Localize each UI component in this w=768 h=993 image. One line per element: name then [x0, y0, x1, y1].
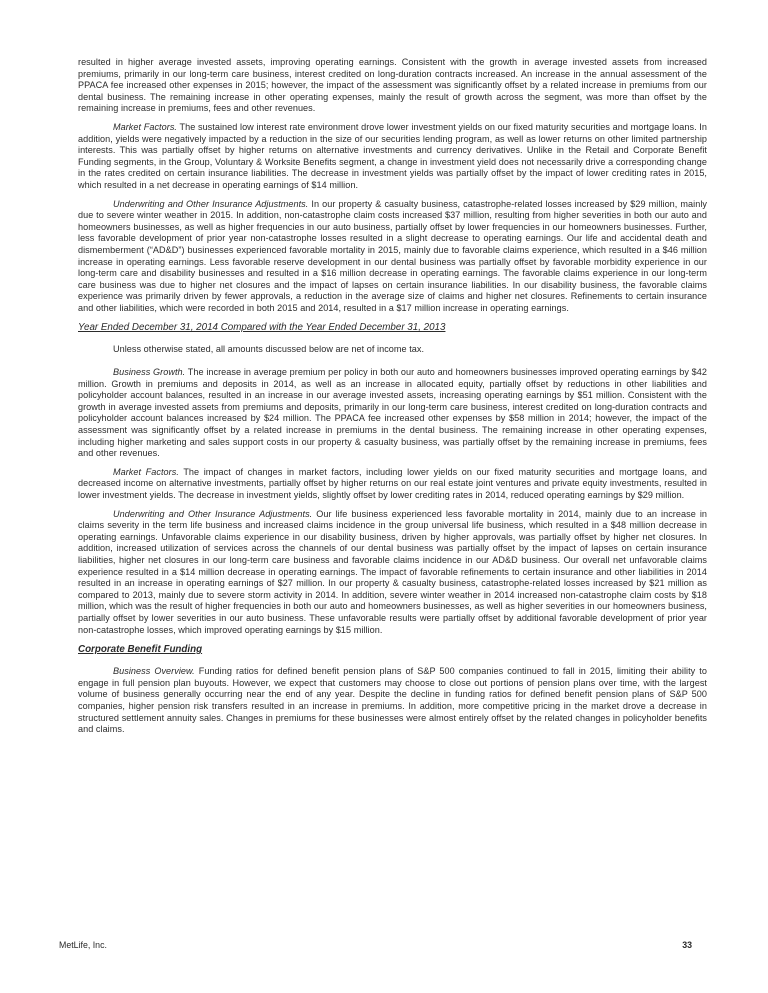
paragraph-lead-business-overview: Business Overview. [113, 666, 195, 677]
paragraph-business-growth-2014 [78, 367, 707, 460]
paragraph-lead-market-factors: Market Factors. [113, 121, 177, 132]
paragraph-lead-business-growth: Business Growth. [113, 367, 186, 378]
paragraph-business-growth-2015-continued: resulted in higher average invested assets, improving operating earnings. Consistent with the growth in average invested assets from increased premiums, primarily in our long-term care business, interest credited on long-duration contracts increased. An increase in the annual assessment of the PPACA fee increased other expenses in 2015; however, the impact of the assessment was significantly offset by a related increase in premiums from our dental business. The remaining increase in other operating expenses, mainly the result of growth across the segment, was more than offset by the remaining increase in premiums, fees and other revenues. [78, 57, 707, 114]
paragraph-text: Funding ratios for defined benefit pension plans of S&P 500 companies continued to fall in 2015, limiting their ability to engage in full pension plan buyouts. However, we expect that customers may choose to close out portions of pension plans over time, with the largest volume of business generally occurring near the end of any year. Despite the decline in funding ratios for defined benefit pension plans of S&P 500 companies, higher pension risk transfers resulted in an increase in premiums. In addition, more competitive pricing in the market drove a decrease in structured settlement annuity sales. Changes in premiums for these businesses were almost entirely offset by the related changes in policyholder benefits and claims. [78, 666, 707, 735]
paragraph-lead-underwriting: Underwriting and Other Insurance Adjustments. [113, 508, 313, 519]
paragraph-text: The impact of changes in market factors, including lower yields on our fixed maturity securities and mortgage loans, and decreased income on alternative investments, partially offset by higher returns on our real estate joint ventures and private equity investments, resulted in lower investment yields. The decrease in investment yields, slightly offset by lower crediting rates in 2014, reduced operating earnings by $29 million. [78, 466, 707, 500]
paragraph-text: In our property & casualty business, catastrophe-related losses increased by $29 million, mainly due to severe winter weather in 2015. In addition, non-catastrophe claim costs increased $37 million, resulting from higher severities in both our auto and homeowners businesses, as well as higher frequencies in our auto business, partially offset by lower frequencies in our homeowners businesses. Further, less favorable development of prior year non-catastrophe losses resulted in a slight decrease to operating earnings. Our life and accidental death and dismemberment (“AD&D”) businesses experienced favorable mortality in 2015, mainly due to favorable claims experience, which resulted in a $46 million increase in operating earnings. Less favorable reserve development in our dental business was partially offset by favorable morbidity experience in our long-term care and disability businesses and resulted in a $16 million decrease in operating earnings. The favorable claims experience in our long-term care business was due to higher net closures and the impact of lapses on certain insurance liabilities. In our disability business, the favorable claims experience was primarily driven by fewer approvals, a reduction in the average size of claims and higher net closures. Refinements to certain insurance and other liabilities, which were recorded in both 2015 and 2014, resulted in a $17 million increase in operating earnings. [78, 198, 707, 313]
paragraph-lead-market-factors: Market Factors. [113, 466, 179, 477]
paragraph-text: The increase in average premium per policy in both our auto and homeowners businesses improved operating earnings by $42 million. Growth in premiums and deposits in 2014, as well as an increase in allocated equity, partially offset by reductions in other liabilities and policyholder account balances, resulted in an increase in our average invested assets, increasing operating earnings by $51 million. Consistent with the growth in average invested assets from premiums and deposits, primarily in our long-term care business, interest credited on long-duration contracts and policyholder account balances increased by $24 million. The PPACA fee increased other expenses by $58 million in 2014; however, the impact of the assessment was significantly offset by a related increase in premiums in the dental business. The remaining increase in other operating expenses, including higher marketing and sales support costs in our property & casualty business, was partially offset by the remaining increase in premiums, fees and other revenues. [78, 367, 708, 459]
paragraph-market-factors-2014 [78, 467, 707, 502]
paragraph-underwriting-2014 [78, 509, 707, 637]
footer-page-number: 33 [682, 940, 692, 950]
heading-year-ended-2014-vs-2013: Year Ended December 31, 2014 Compared with the Year Ended December 31, 2013 [78, 322, 446, 334]
paragraph-business-overview [78, 666, 707, 736]
paragraph-market-factors-2015 [78, 122, 707, 192]
footer-company-name: MetLife, Inc. [59, 940, 107, 950]
paragraph-text: Our life business experienced less favorable mortality in 2014, mainly due to an increase in claims severity in the term life business and increased claims incidence in the group universal life business, which resulted in a $48 million decrease in operating earnings. Unfavorable claims experience in our disability business, driven by higher approvals, was partially offset by higher net closures. In addition, increased utilization of services across the channels of our dental business was partially offset by the impact of lapses on certain insurance liabilities, higher net closures in our long-term care business and favorable claims incidence in our AD&D business. Our overall net unfavorable claims experience resulted in a $14 million decrease in operating earnings. The impact of favorable refinements to certain insurance and other liabilities in 2014 resulted in an increase in operating earnings of $27 million. In our property & casualty business, catastrophe-related losses increased by $21 million as compared to 2013, mainly due to severe storm activity in 2014. In addition, severe winter weather in 2014 increased non-catastrophe claim costs by $18 million, which was the result of higher frequencies in both our auto and homeowners businesses, as well as higher severities in our homeowners business, partially offset by lower severities in our auto business. These unfavorable results were partially offset by additional favorable development of prior year non-catastrophe losses, which improved operating earnings by $15 million. [78, 508, 707, 635]
page-footer [59, 940, 692, 950]
document-body [78, 57, 707, 743]
paragraph-net-of-income-tax-note: Unless otherwise stated, all amounts discussed below are net of income tax. [113, 344, 425, 355]
heading-corporate-benefit-funding: Corporate Benefit Funding [78, 644, 203, 656]
paragraph-text: The sustained low interest rate environment drove lower investment yields on our fixed maturity securities and mortgage loans. In addition, yields were negatively impacted by a reduction in the size of our securities lending program, as well as lower returns on other limited partnership interests. This was partially offset by higher returns on alternative investments and currency derivatives. Unlike in the Retail and Corporate Benefit Funding segments, in the Group, Voluntary & Worksite Benefits segment, a change in investment yield does not necessarily drive a corresponding change in the rates credited on certain insurance liabilities. The decrease in investment yields was partially offset by the impact of lower crediting rates in 2015, which resulted in a net decrease in operating earnings of $14 million. [78, 121, 707, 190]
paragraph-lead-underwriting: Underwriting and Other Insurance Adjustments. [113, 198, 309, 209]
paragraph-underwriting-2015 [78, 199, 707, 315]
